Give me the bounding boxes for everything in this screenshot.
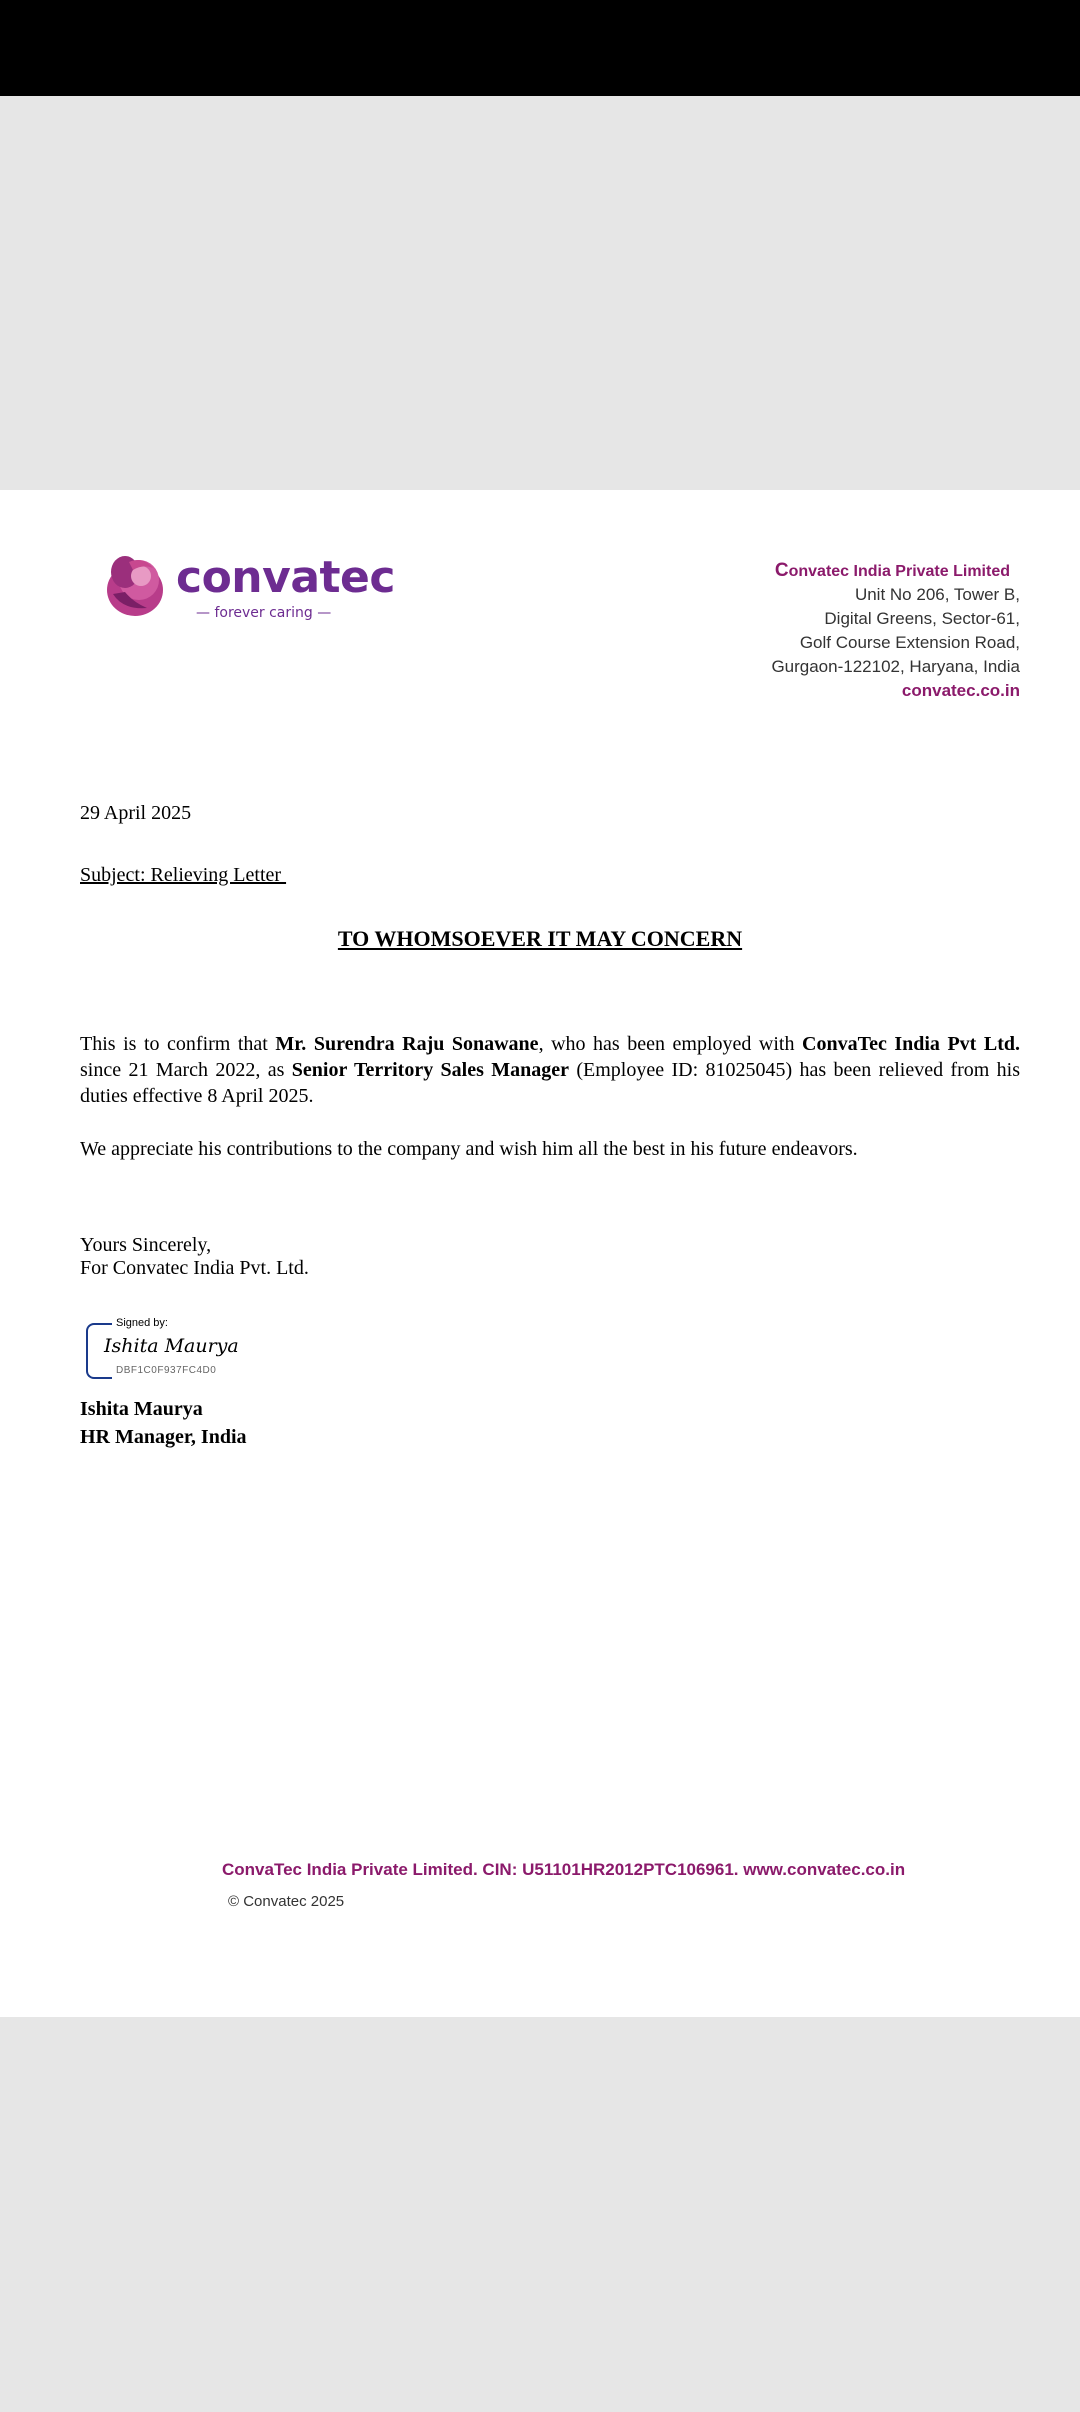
body-paragraph-confirmation [80, 1031, 1020, 1109]
footer-copyright: © Convatec 2025 [228, 1893, 345, 1910]
letter-heading: TO WHOMSOEVER IT MAY CONCERN [337, 926, 743, 951]
logo-wordmark: convatec [176, 552, 395, 603]
letter-date: 29 April 2025 [80, 802, 192, 824]
signer-block [80, 1395, 247, 1451]
closing-company: For Convatec India Pvt. Ltd. [80, 1257, 309, 1279]
closing-salutation: Yours Sincerely, [80, 1234, 212, 1256]
letterhead-address [771, 560, 1020, 703]
convatec-flower-icon [103, 552, 165, 618]
address-line: Gurgaon-122102, Haryana, India [771, 657, 1020, 676]
logo-tagline: — forever caring — [196, 605, 332, 621]
closing [80, 1234, 309, 1280]
para-text: since 21 March 2022, as [80, 1059, 292, 1081]
footer-cin: ConvaTec India Private Limited. CIN: U51101HR2012PTC106961. www.convatec.co.in [222, 1860, 906, 1879]
employee-role: Senior Territory Sales Manager [291, 1059, 570, 1081]
address-line: Unit No 206, Tower B, [854, 585, 1020, 604]
docusign-signature [86, 1317, 286, 1381]
signer-title: HR Manager, India [80, 1426, 247, 1448]
letter-page [0, 490, 1080, 2017]
letter-subject: Subject: Relieving Letter [80, 864, 287, 886]
signer-name: Ishita Maurya [80, 1398, 203, 1420]
letterhead-website: convatec.co.in [901, 681, 1020, 700]
status-bar [0, 0, 1080, 96]
company-initial: C [774, 560, 789, 581]
signed-by-label: Signed by: [116, 1317, 168, 1329]
address-line: Golf Course Extension Road, [799, 633, 1020, 652]
letterhead-company [771, 560, 1010, 583]
para-text: This is to confirm that [80, 1033, 276, 1055]
employee-name: Mr. Surendra Raju Sonawane [275, 1033, 539, 1055]
company-name-rest: onvatec India Private Limited [788, 563, 1010, 580]
company-name: ConvaTec India Pvt Ltd. [802, 1033, 1020, 1055]
para-text: (Employee ID: 81025045) has been relieved from his duties effective 8 April 2025. [80, 1059, 1021, 1107]
body-paragraph-wishes: We appreciate his contributions to the company and wish him all the best in his future endeavors. [80, 1138, 858, 1160]
signature-handwriting: Ishita Maurya [104, 1335, 239, 1357]
convatec-logo [103, 552, 395, 627]
signature-code: DBF1C0F937FC4D0 [116, 1365, 217, 1376]
para-text: , who has been employed with [538, 1033, 802, 1055]
address-line: Digital Greens, Sector-61, [824, 609, 1020, 628]
